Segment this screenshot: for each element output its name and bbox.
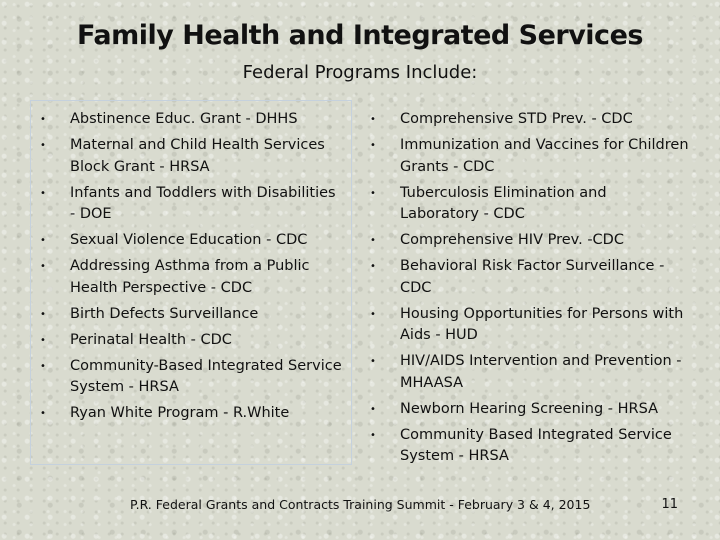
bullet-icon: • bbox=[370, 261, 376, 272]
list-item-text: Immunization and Vaccines for Children Grants - CDC bbox=[400, 137, 689, 175]
footer-text: P.R. Federal Grants and Contracts Training Summit - February 3 & 4, 2015 bbox=[130, 497, 591, 512]
list-item-text: Community-Based Integrated Service System - HRSA bbox=[70, 357, 342, 395]
bullet-icon: • bbox=[370, 356, 376, 367]
list-item-text: Community Based Integrated Service System - HRSA bbox=[400, 426, 672, 464]
list-item bbox=[40, 230, 342, 252]
list-item-text: Maternal and Child Health Services Block Grant - HRSA bbox=[70, 137, 325, 175]
bullet-icon: • bbox=[40, 408, 46, 419]
list-item bbox=[370, 304, 690, 347]
bullet-icon: • bbox=[40, 334, 46, 346]
list-item-text: Tuberculosis Elimination and Laboratory - CDC bbox=[400, 184, 607, 222]
list-item-text: Perinatal Health - CDC bbox=[70, 331, 232, 348]
list-item bbox=[40, 403, 342, 425]
slide-subtitle: Federal Programs Include: bbox=[242, 62, 478, 83]
list-item bbox=[370, 425, 690, 468]
list-item bbox=[40, 109, 342, 131]
bullet-icon: • bbox=[370, 429, 376, 441]
list-item bbox=[370, 109, 690, 131]
bullet-icon: • bbox=[40, 261, 46, 272]
page-number: 11 bbox=[661, 497, 678, 512]
list-item bbox=[370, 183, 690, 226]
list-item-text: Sexual Violence Education - CDC bbox=[70, 232, 308, 248]
list-item-text: Birth Defects Surveillance bbox=[70, 305, 259, 322]
list-item-text: Addressing Asthma from a Public Health Perspective - CDC bbox=[70, 258, 310, 296]
list-item-text: HIV/AIDS Intervention and Prevention - MHAASA bbox=[400, 353, 682, 391]
list-item-text: Newborn Hearing Screening - HRSA bbox=[400, 400, 659, 417]
list-item bbox=[40, 304, 342, 326]
list-item-text: Infants and Toddlers with Disabilities - DOE bbox=[70, 184, 336, 222]
list-item bbox=[370, 135, 690, 178]
list-item-text: Abstinence Educ. Grant - DHHS bbox=[70, 111, 298, 127]
list-item-text: Housing Opportunities for Persons with Aids - HUD bbox=[400, 305, 684, 343]
list-item bbox=[370, 230, 690, 252]
right-program-list bbox=[370, 109, 690, 472]
list-item bbox=[40, 256, 342, 299]
list-item-text: Comprehensive STD Prev. - CDC bbox=[400, 111, 633, 127]
bullet-icon: • bbox=[40, 308, 46, 320]
bullet-icon: • bbox=[370, 308, 376, 320]
list-item bbox=[40, 330, 342, 352]
bullet-icon: • bbox=[40, 235, 46, 246]
list-item bbox=[370, 351, 690, 394]
bullet-icon: • bbox=[40, 360, 46, 372]
list-item bbox=[370, 256, 690, 299]
bullet-icon: • bbox=[370, 235, 376, 246]
bullet-icon: • bbox=[370, 114, 376, 125]
bullet-icon: • bbox=[40, 187, 46, 199]
bullet-icon: • bbox=[370, 403, 376, 415]
list-item-text: Behavioral Risk Factor Surveillance - CDC bbox=[400, 258, 665, 296]
bullet-icon: • bbox=[370, 187, 376, 199]
list-item-text: Comprehensive HIV Prev. -CDC bbox=[400, 232, 624, 248]
bullet-icon: • bbox=[40, 140, 46, 151]
left-program-list bbox=[40, 109, 342, 429]
list-item bbox=[40, 356, 342, 399]
list-item-text: Ryan White Program - R.White bbox=[70, 405, 290, 421]
list-item bbox=[370, 399, 690, 421]
bullet-icon: • bbox=[370, 140, 376, 151]
bullet-icon: • bbox=[40, 114, 46, 125]
list-item bbox=[40, 183, 342, 226]
slide-title: Family Health and Integrated Services bbox=[77, 20, 643, 51]
list-item bbox=[40, 135, 342, 178]
